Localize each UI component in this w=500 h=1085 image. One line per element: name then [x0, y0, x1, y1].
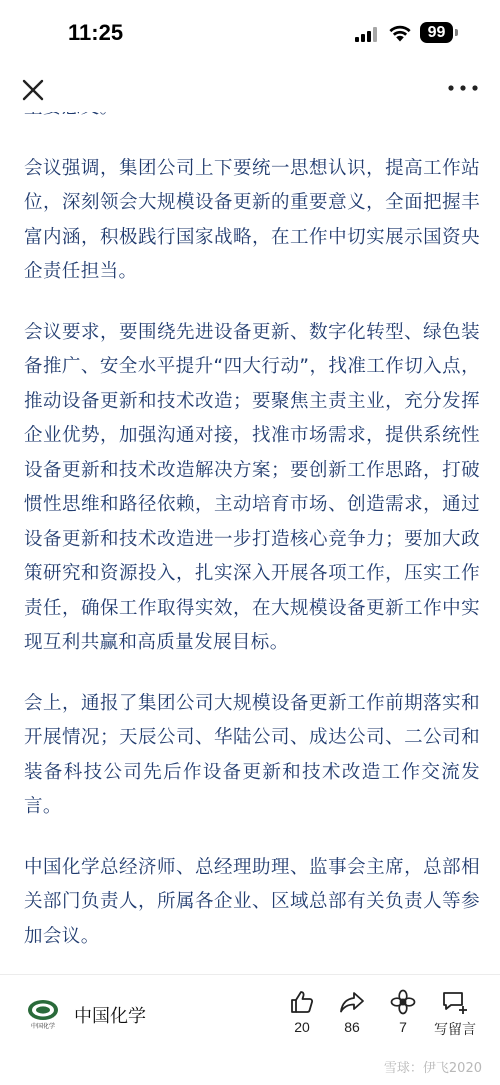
article-paragraph: 会上，通报了集团公司大规模设备更新工作前期落实和开展情况；天辰公司、华陆公司、成达公司、二公司和装备科技公司先后作设备更新和技术改造工作交流发言。 — [24, 692, 480, 817]
write-comment-label: 写留言 — [434, 1021, 476, 1037]
share-arrow-icon — [339, 989, 365, 1015]
article-paragraph: 会议要求，要围绕先进设备更新、数字化转型、绿色装备推广、安全水平提升“四大行动”，找准工作切入点，推动设备更新和技术改造；要聚焦主责主业，充分发挥企业优势，加强沟通对接，找准市场需求，提供系统性设备更新和技术改造解决方案；要创新工作思路，打破惯性思维和路径依赖，主动培育市场、创造需求，通过设备更新和技术改造进一步打造核心竞争力；要加大政策研究和资源投入，扎实深入开展各项工作，压实工作责任，确保工作取得实效，在大规模设备更新工作中实现互利共赢和高质量发展目标。 — [24, 321, 480, 653]
comment-add-icon — [441, 989, 469, 1015]
battery-tip — [455, 29, 458, 36]
write-comment-button[interactable] — [425, 989, 485, 1039]
article-paragraph: 中国化学总经济师、总经理助理、监事会主席，总部相关部门负责人，所属各企业、区域总部有关负责人等参加会议。 — [24, 856, 480, 947]
status-time: 11:25 — [68, 20, 124, 45]
wifi-icon — [388, 23, 412, 42]
brand-logo-text: 中国化学 — [30, 1023, 56, 1030]
thumbs-up-icon — [289, 989, 315, 1015]
cellular-signal-icon — [355, 27, 379, 42]
bottom-toolbar — [0, 974, 500, 1085]
nav-bar — [0, 66, 500, 112]
watermark: 雪球：伊飞2020 — [383, 1061, 482, 1076]
brand-name[interactable]: 中国化学 — [74, 1006, 146, 1027]
battery-indicator: 99 — [420, 22, 453, 43]
article-paragraph: 会议强调，集团公司上下要统一思想认识，提高工作站位，深刻领会大规模设备更新的重要意义，全面把握丰富内涵，积极践行国家战略，在工作中切实展示国资央企责任担当。 — [24, 157, 480, 282]
article-body — [24, 112, 480, 974]
article-content — [24, 91, 480, 980]
like-count: 20 — [294, 1019, 310, 1035]
recommend-count: 7 — [399, 1019, 407, 1035]
recommend-button[interactable] — [373, 989, 433, 1035]
share-count: 86 — [344, 1019, 360, 1035]
brand-logo[interactable] — [26, 997, 60, 1031]
close-icon[interactable] — [18, 75, 48, 105]
flower-icon — [390, 989, 416, 1015]
more-horizontal-icon[interactable] — [446, 78, 480, 98]
status-bar — [0, 0, 500, 66]
